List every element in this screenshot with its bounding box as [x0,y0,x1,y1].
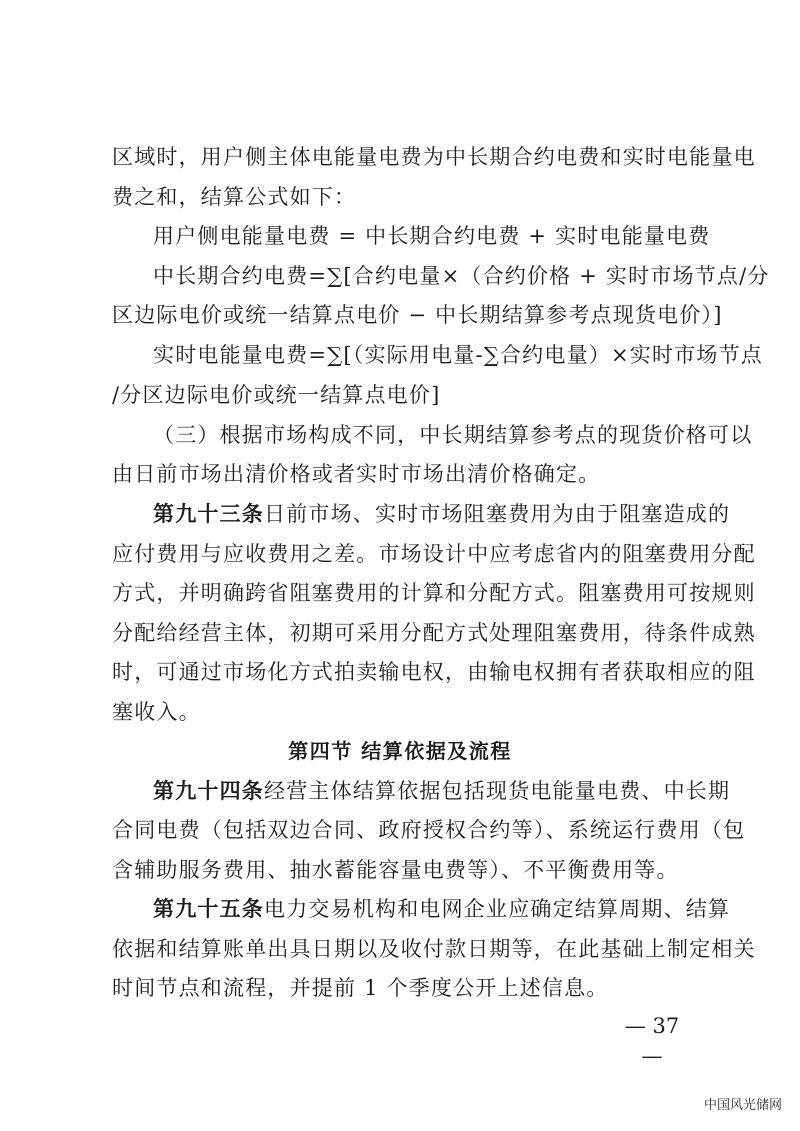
paragraph-line: 含辅助服务费用、抽水蓄能容量电费等）、不平衡费用等。 [112,858,679,882]
paragraph-line: 费之和，结算公式如下： [112,185,357,209]
formula-line: 实时电能量电费=∑[（实际用电量-∑合约电量）×实时市场节点 [153,343,763,367]
article-93-first-line [153,499,731,529]
formula-line: /分区边际电价或统一结算点电价] [112,383,441,407]
article-94-first-line [153,776,731,806]
article-heading: 第九十三条 [153,501,264,526]
article-95-first-line [153,894,731,924]
paragraph-line: 方式，并明确跨省阻塞费用的计算和分配方式。阻塞费用可按规则 [112,581,756,605]
section-title: 第四节 结算依据及流程 [288,739,512,763]
paragraph-line: 分配给经营主体，初期可采用分配方式处理阻塞费用，待条件成熟 [112,621,756,645]
paragraph-line: 应付费用与应收费用之差。市场设计中应考虑省内的阻塞费用分配 [112,542,756,566]
article-heading: 第九十四条 [153,778,264,803]
paragraph-line: 时间节点和流程，并提前 1 个季度公开上述信息。 [112,976,609,1000]
formula-line: 用户侧电能量电费 = 中长期合约电费 + 实时电能量电费 [153,224,711,248]
paragraph-line: 塞收入。 [112,700,201,724]
site-watermark: 中国风光储网 [703,1098,782,1113]
paragraph-line: （三）根据市场构成不同，中长期结算参考点的现货价格可以 [153,423,753,447]
formula-line: 区边际电价或统一结算点电价 − 中长期结算参考点现货电价）] [112,303,723,327]
paragraph-line: 时，可通过市场化方式拍卖输电权，由输电权拥有者获取相应的阻 [112,660,756,684]
paragraph-text: 电力交易机构和电网企业应确定结算周期、结算 [264,897,731,921]
page-number: — 37 — [624,1014,680,1068]
paragraph-line: 由日前市场出清价格或者实时市场出清价格确定。 [112,462,601,486]
paragraph-line: 区域时，用户侧主体电能量电费为中长期合约电费和实时电能量电 [112,145,756,169]
paragraph-line: 依据和结算账单出具日期以及收付款日期等，在此基础上制定相关 [112,937,756,961]
paragraph-line: 合同电费（包括双边合同、政府授权合约等）、系统运行费用（包 [112,818,746,842]
formula-line: 中长期合约电费=∑[合约电量×（合约价格 + 实时市场节点/分 [153,264,770,288]
paragraph-text: 日前市场、实时市场阻塞费用为由于阻塞造成的 [264,502,731,526]
paragraph-text: 经营主体结算依据包括现货电能量电费、中长期 [264,779,731,803]
article-heading: 第九十五条 [153,896,264,921]
